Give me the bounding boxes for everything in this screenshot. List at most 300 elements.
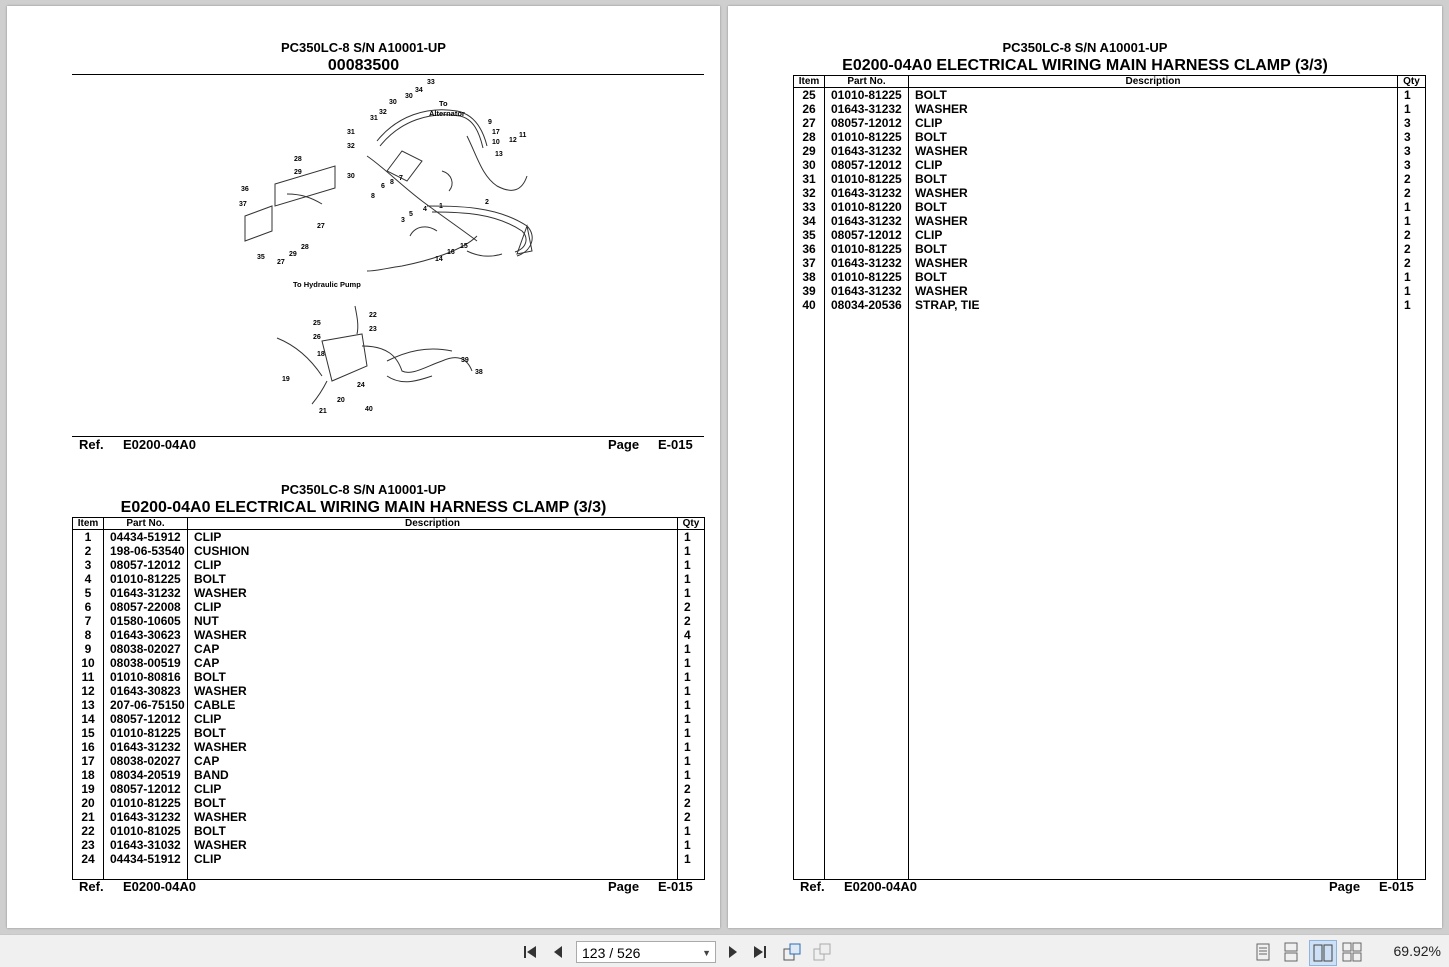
qty-cell: 2 xyxy=(678,600,705,614)
svg-text:29: 29 xyxy=(294,169,302,176)
svg-text:39: 39 xyxy=(461,357,469,364)
part-number-cell: 01010-80816 xyxy=(104,670,188,684)
part-number-cell: 08057-12012 xyxy=(104,558,188,572)
item-number-cell: 24 xyxy=(73,852,104,866)
part-number-cell: 01010-81225 xyxy=(825,130,909,144)
qty-cell: 1 xyxy=(678,852,705,866)
svg-text:25: 25 xyxy=(313,320,321,327)
two-page-button[interactable] xyxy=(1309,940,1337,966)
description-cell: CAP xyxy=(188,656,678,670)
svg-text:17: 17 xyxy=(492,129,500,136)
ref-label: Ref. xyxy=(800,879,825,894)
part-number-cell: 01580-10605 xyxy=(104,614,188,628)
description-cell: WASHER xyxy=(188,586,678,600)
svg-text:3: 3 xyxy=(401,217,405,224)
prev-page-icon[interactable] xyxy=(550,944,566,960)
qty-cell: 2 xyxy=(678,796,705,810)
part-number-cell: 08057-12012 xyxy=(104,712,188,726)
item-number-cell: 4 xyxy=(73,572,104,586)
item-number-cell: 28 xyxy=(794,130,825,144)
next-page-icon[interactable] xyxy=(725,944,741,960)
description-cell: CLIP xyxy=(909,116,1398,130)
part-number-cell: 01643-31232 xyxy=(825,186,909,200)
part-number-cell: 01643-30823 xyxy=(104,684,188,698)
table-row xyxy=(794,256,1426,270)
table-row xyxy=(794,186,1426,200)
svg-text:30: 30 xyxy=(405,93,413,100)
svg-text:8: 8 xyxy=(371,193,375,200)
svg-text:28: 28 xyxy=(294,156,302,163)
table-row xyxy=(73,530,705,545)
part-number-cell: 01010-81225 xyxy=(104,726,188,740)
svg-text:9: 9 xyxy=(488,119,492,126)
col-partno-header: Part No. xyxy=(104,518,188,530)
diagram-model-header: PC350LC-8 S/N A10001-UP xyxy=(281,40,446,55)
table-row xyxy=(794,298,1426,312)
svg-text:40: 40 xyxy=(365,406,373,413)
item-number-cell: 17 xyxy=(73,754,104,768)
svg-text:30: 30 xyxy=(389,99,397,106)
description-cell: CAP xyxy=(188,642,678,656)
description-cell: BOLT xyxy=(188,572,678,586)
part-number-cell: 01643-31232 xyxy=(104,586,188,600)
ref-value: E0200-04A0 xyxy=(123,437,196,452)
col-qty-header: Qty xyxy=(678,518,705,530)
part-number-cell: 01010-81225 xyxy=(825,172,909,186)
part-number-cell: 01010-81225 xyxy=(825,88,909,103)
qty-cell: 1 xyxy=(1398,214,1426,228)
qty-cell: 3 xyxy=(1398,116,1426,130)
item-number-cell: 39 xyxy=(794,284,825,298)
empty-cell xyxy=(794,312,825,880)
col-description-header: Description xyxy=(909,76,1398,88)
qty-cell: 2 xyxy=(678,782,705,796)
col-description-header: Description xyxy=(188,518,678,530)
description-cell: WASHER xyxy=(909,186,1398,200)
svg-text:13: 13 xyxy=(495,151,503,158)
table-filler-row xyxy=(73,866,705,880)
item-number-cell: 20 xyxy=(73,796,104,810)
table-row xyxy=(73,838,705,852)
description-cell: BOLT xyxy=(188,796,678,810)
table-row xyxy=(794,270,1426,284)
table-row xyxy=(73,656,705,670)
part-number-cell: 01010-81225 xyxy=(104,572,188,586)
table-row xyxy=(73,726,705,740)
col-item-header: Item xyxy=(794,76,825,88)
item-number-cell: 33 xyxy=(794,200,825,214)
description-cell: CLIP xyxy=(188,600,678,614)
page-value: E-015 xyxy=(1379,879,1414,894)
table-row xyxy=(73,586,705,600)
item-number-cell: 23 xyxy=(73,838,104,852)
item-number-cell: 22 xyxy=(73,824,104,838)
part-number-cell: 08038-02027 xyxy=(104,754,188,768)
page-label: Page xyxy=(608,437,640,452)
qty-cell: 3 xyxy=(1398,158,1426,172)
page-value: E-015 xyxy=(658,879,693,894)
qty-cell: 3 xyxy=(1398,130,1426,144)
svg-text:16: 16 xyxy=(447,249,455,256)
description-cell: BOLT xyxy=(909,242,1398,256)
item-number-cell: 38 xyxy=(794,270,825,284)
svg-text:32: 32 xyxy=(379,109,387,116)
svg-text:21: 21 xyxy=(319,408,327,415)
part-number-cell: 01643-31232 xyxy=(825,214,909,228)
table-row xyxy=(73,670,705,684)
qty-cell: 1 xyxy=(678,642,705,656)
ref-value: E0200-04A0 xyxy=(844,879,917,894)
svg-text:35: 35 xyxy=(257,254,265,261)
ref-label: Ref. xyxy=(79,879,104,894)
last-page-icon[interactable] xyxy=(752,944,768,960)
first-page-icon[interactable] xyxy=(522,944,538,960)
part-number-cell: 08057-12012 xyxy=(825,158,909,172)
svg-text:37: 37 xyxy=(239,201,247,208)
qty-cell: 2 xyxy=(678,614,705,628)
table-row xyxy=(73,824,705,838)
table-row xyxy=(794,158,1426,172)
svg-text:27: 27 xyxy=(317,223,325,230)
part-number-cell: 08057-12012 xyxy=(825,228,909,242)
qty-cell: 1 xyxy=(678,712,705,726)
empty-cell xyxy=(188,866,678,880)
svg-text:18: 18 xyxy=(317,351,325,358)
page-number-text: 123 / 526 xyxy=(582,945,641,961)
description-cell: WASHER xyxy=(909,256,1398,270)
description-cell: BOLT xyxy=(909,270,1398,284)
description-cell: BOLT xyxy=(909,130,1398,144)
part-number-cell: 198-06-53540 xyxy=(104,544,188,558)
part-number-cell: 08034-20536 xyxy=(825,298,909,312)
table-row xyxy=(73,796,705,810)
fit-icon[interactable] xyxy=(812,942,832,962)
page-label: Page xyxy=(608,879,640,894)
table-row xyxy=(794,228,1426,242)
empty-cell xyxy=(104,866,188,880)
item-number-cell: 3 xyxy=(73,558,104,572)
svg-text:6: 6 xyxy=(381,183,385,190)
table-row xyxy=(794,172,1426,186)
qty-cell: 1 xyxy=(1398,102,1426,116)
part-number-cell: 01643-31232 xyxy=(104,740,188,754)
table-row xyxy=(73,754,705,768)
col-item-header: Item xyxy=(73,518,104,530)
part-number-cell: 08038-00519 xyxy=(104,656,188,670)
table-row xyxy=(794,284,1426,298)
ref-label: Ref. xyxy=(79,437,104,452)
item-number-cell: 30 xyxy=(794,158,825,172)
empty-cell xyxy=(825,312,909,880)
description-cell: BOLT xyxy=(188,824,678,838)
table-row xyxy=(73,600,705,614)
item-number-cell: 13 xyxy=(73,698,104,712)
col-qty-header: Qty xyxy=(1398,76,1426,88)
description-cell: CLIP xyxy=(188,712,678,726)
part-number-cell: 08057-12012 xyxy=(825,116,909,130)
part-number-cell: 01643-31232 xyxy=(825,144,909,158)
svg-text:27: 27 xyxy=(277,259,285,266)
qty-cell: 1 xyxy=(678,656,705,670)
svg-text:Alternator: Alternator xyxy=(429,109,465,118)
svg-text:26: 26 xyxy=(313,334,321,341)
description-cell: BOLT xyxy=(909,88,1398,103)
to-hydraulic-pump-callout: To Hydraulic Pump xyxy=(293,280,361,289)
two-page-continuous-icon[interactable] xyxy=(1342,942,1362,962)
qty-cell: 1 xyxy=(1398,284,1426,298)
part-number-cell: 01010-81225 xyxy=(825,270,909,284)
table-row xyxy=(73,852,705,866)
empty-cell xyxy=(73,866,104,880)
table-row xyxy=(794,242,1426,256)
description-cell: BOLT xyxy=(909,200,1398,214)
svg-text:28: 28 xyxy=(301,244,309,251)
qty-cell: 1 xyxy=(678,544,705,558)
continuous-icon[interactable] xyxy=(1282,942,1300,962)
qty-cell: 1 xyxy=(678,572,705,586)
svg-text:33: 33 xyxy=(427,79,435,86)
part-number-cell: 01643-30623 xyxy=(104,628,188,642)
description-cell: WASHER xyxy=(188,628,678,642)
page-number-field[interactable] xyxy=(576,941,716,963)
qty-cell: 2 xyxy=(1398,242,1426,256)
part-number-cell: 04434-51912 xyxy=(104,530,188,545)
part-number-cell: 08034-20519 xyxy=(104,768,188,782)
description-cell: BAND xyxy=(188,768,678,782)
description-cell: WASHER xyxy=(188,838,678,852)
table-model-header: PC350LC-8 S/N A10001-UP xyxy=(1002,40,1168,55)
description-cell: WASHER xyxy=(909,284,1398,298)
left-document-page xyxy=(7,6,720,928)
viewer-toolbar xyxy=(0,934,1449,967)
table-row xyxy=(73,698,705,712)
description-cell: WASHER xyxy=(188,740,678,754)
description-cell: WASHER xyxy=(909,144,1398,158)
table-row xyxy=(794,130,1426,144)
table-row xyxy=(73,642,705,656)
part-number-cell: 01643-31032 xyxy=(104,838,188,852)
item-number-cell: 12 xyxy=(73,684,104,698)
qty-cell: 1 xyxy=(678,824,705,838)
rotate-icon[interactable] xyxy=(782,942,802,962)
qty-cell: 1 xyxy=(678,726,705,740)
parts-table-right xyxy=(793,75,1426,880)
drawing-number: 00083500 xyxy=(327,57,400,74)
svg-text:14: 14 xyxy=(435,256,443,263)
table-title: E0200-04A0 ELECTRICAL WIRING MAIN HARNESS CLAMP (3/3) xyxy=(842,57,1328,74)
description-cell: WASHER xyxy=(188,684,678,698)
item-number-cell: 1 xyxy=(73,530,104,545)
description-cell: CLIP xyxy=(188,782,678,796)
to-alternator-callout: To xyxy=(439,99,448,108)
two-page-icon xyxy=(1313,944,1333,962)
item-number-cell: 31 xyxy=(794,172,825,186)
table-row xyxy=(794,214,1426,228)
table-row xyxy=(794,102,1426,116)
svg-text:5: 5 xyxy=(409,211,413,218)
zoom-level[interactable]: 69.92% xyxy=(1393,943,1441,959)
svg-text:36: 36 xyxy=(241,186,249,193)
part-number-cell: 207-06-75150 xyxy=(104,698,188,712)
svg-text:24: 24 xyxy=(357,382,365,389)
svg-text:4: 4 xyxy=(423,206,427,213)
item-number-cell: 40 xyxy=(794,298,825,312)
item-number-cell: 29 xyxy=(794,144,825,158)
table-row xyxy=(73,558,705,572)
part-number-cell: 01010-81025 xyxy=(104,824,188,838)
svg-text:34: 34 xyxy=(415,87,423,94)
item-number-cell: 6 xyxy=(73,600,104,614)
svg-text:29: 29 xyxy=(289,251,297,258)
table-row xyxy=(73,614,705,628)
svg-text:11: 11 xyxy=(519,132,527,139)
description-cell: CABLE xyxy=(188,698,678,712)
qty-cell: 1 xyxy=(678,754,705,768)
item-number-cell: 19 xyxy=(73,782,104,796)
table-row xyxy=(794,200,1426,214)
qty-cell: 1 xyxy=(678,768,705,782)
svg-text:32: 32 xyxy=(347,143,355,150)
qty-cell: 2 xyxy=(678,810,705,824)
item-number-cell: 9 xyxy=(73,642,104,656)
item-number-cell: 14 xyxy=(73,712,104,726)
svg-text:2: 2 xyxy=(485,199,489,206)
col-partno-header: Part No. xyxy=(825,76,909,88)
table-row xyxy=(73,810,705,824)
part-number-cell: 01010-81220 xyxy=(825,200,909,214)
table-row xyxy=(73,628,705,642)
qty-cell: 1 xyxy=(1398,270,1426,284)
svg-text:31: 31 xyxy=(370,115,378,122)
svg-text:23: 23 xyxy=(369,326,377,333)
part-number-cell: 08038-02027 xyxy=(104,642,188,656)
svg-text:20: 20 xyxy=(337,397,345,404)
item-number-cell: 37 xyxy=(794,256,825,270)
qty-cell: 1 xyxy=(678,670,705,684)
item-number-cell: 2 xyxy=(73,544,104,558)
description-cell: NUT xyxy=(188,614,678,628)
qty-cell: 2 xyxy=(1398,228,1426,242)
item-number-cell: 25 xyxy=(794,88,825,103)
part-number-cell: 08057-22008 xyxy=(104,600,188,614)
description-cell: CUSHION xyxy=(188,544,678,558)
qty-cell: 1 xyxy=(678,530,705,545)
item-number-cell: 34 xyxy=(794,214,825,228)
description-cell: CLIP xyxy=(909,228,1398,242)
table-model-header: PC350LC-8 S/N A10001-UP xyxy=(281,482,446,497)
part-number-cell: 01643-31232 xyxy=(104,810,188,824)
empty-cell xyxy=(1398,312,1426,880)
item-number-cell: 15 xyxy=(73,726,104,740)
description-cell: CLIP xyxy=(188,852,678,866)
page-value: E-015 xyxy=(658,437,693,452)
description-cell: BOLT xyxy=(188,670,678,684)
item-number-cell: 35 xyxy=(794,228,825,242)
qty-cell: 1 xyxy=(678,558,705,572)
description-cell: CLIP xyxy=(188,558,678,572)
qty-cell: 4 xyxy=(678,628,705,642)
part-number-cell: 01643-31232 xyxy=(825,102,909,116)
item-number-cell: 11 xyxy=(73,670,104,684)
part-number-cell: 04434-51912 xyxy=(104,852,188,866)
table-row xyxy=(73,544,705,558)
ref-value: E0200-04A0 xyxy=(123,879,196,894)
svg-text:15: 15 xyxy=(460,243,468,250)
item-number-cell: 18 xyxy=(73,768,104,782)
item-number-cell: 36 xyxy=(794,242,825,256)
qty-cell: 2 xyxy=(1398,172,1426,186)
qty-cell: 2 xyxy=(1398,256,1426,270)
svg-text:30: 30 xyxy=(347,173,355,180)
svg-text:19: 19 xyxy=(282,376,290,383)
item-number-cell: 8 xyxy=(73,628,104,642)
qty-cell: 1 xyxy=(678,838,705,852)
empty-cell xyxy=(909,312,1398,880)
right-document-page xyxy=(728,6,1442,928)
description-cell: WASHER xyxy=(909,102,1398,116)
table-row xyxy=(73,684,705,698)
description-cell: STRAP, TIE xyxy=(909,298,1398,312)
description-cell: BOLT xyxy=(188,726,678,740)
description-cell: WASHER xyxy=(188,810,678,824)
svg-text:38: 38 xyxy=(475,369,483,376)
qty-cell: 1 xyxy=(1398,200,1426,214)
table-row xyxy=(73,740,705,754)
part-number-cell: 01010-81225 xyxy=(825,242,909,256)
qty-cell: 1 xyxy=(678,698,705,712)
qty-cell: 1 xyxy=(678,586,705,600)
description-cell: WASHER xyxy=(909,214,1398,228)
item-number-cell: 10 xyxy=(73,656,104,670)
table-row xyxy=(73,768,705,782)
table-row xyxy=(794,88,1426,103)
svg-text:10: 10 xyxy=(492,139,500,146)
qty-cell: 1 xyxy=(1398,88,1426,103)
qty-cell: 1 xyxy=(678,740,705,754)
table-filler-row xyxy=(794,312,1426,880)
item-number-cell: 5 xyxy=(73,586,104,600)
description-cell: BOLT xyxy=(909,172,1398,186)
parts-table-left xyxy=(72,517,705,880)
chevron-down-icon[interactable]: ▼ xyxy=(702,948,711,958)
table-row xyxy=(794,116,1426,130)
part-number-cell: 08057-12012 xyxy=(104,782,188,796)
description-cell: CLIP xyxy=(909,158,1398,172)
description-cell: CLIP xyxy=(188,530,678,545)
part-number-cell: 01643-31232 xyxy=(825,256,909,270)
table-row xyxy=(794,144,1426,158)
item-number-cell: 26 xyxy=(794,102,825,116)
table-row xyxy=(73,782,705,796)
qty-cell: 2 xyxy=(1398,186,1426,200)
svg-text:31: 31 xyxy=(347,129,355,136)
description-cell: CAP xyxy=(188,754,678,768)
svg-text:12: 12 xyxy=(509,137,517,144)
header-rule xyxy=(72,74,704,75)
svg-text:22: 22 xyxy=(369,312,377,319)
item-number-cell: 27 xyxy=(794,116,825,130)
qty-cell: 1 xyxy=(678,684,705,698)
table-row xyxy=(73,712,705,726)
qty-cell: 3 xyxy=(1398,144,1426,158)
exploded-parts-diagram xyxy=(227,76,557,436)
svg-text:7: 7 xyxy=(399,175,403,182)
item-number-cell: 16 xyxy=(73,740,104,754)
table-title: E0200-04A0 ELECTRICAL WIRING MAIN HARNESS CLAMP (3/3) xyxy=(120,499,607,516)
item-number-cell: 7 xyxy=(73,614,104,628)
single-page-icon[interactable] xyxy=(1254,942,1272,962)
svg-text:8: 8 xyxy=(390,179,394,186)
